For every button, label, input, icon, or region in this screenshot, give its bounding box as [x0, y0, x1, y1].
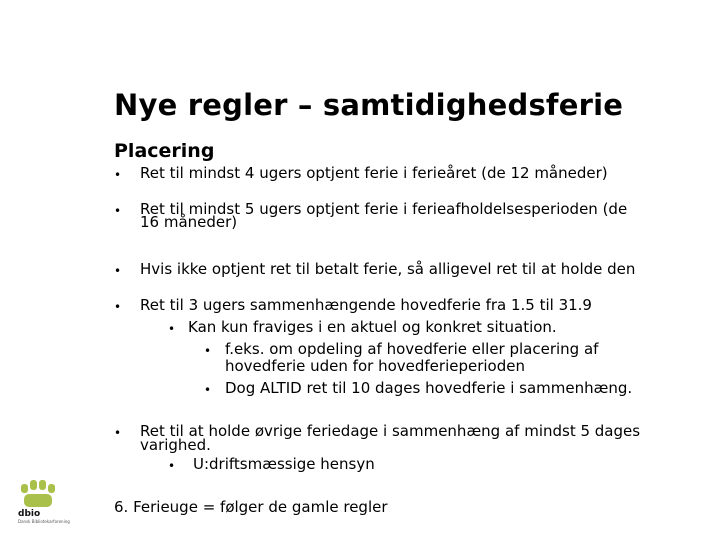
logo-subtext: Dansk Bibliotekarforening: [18, 519, 70, 524]
sub-bullet-marker: •: [168, 322, 176, 336]
bullet-text: Ret til at holde øvrige feriedage i sammenhæng af mindst 5 dages: [140, 422, 641, 440]
bullet-text: varighed.: [140, 436, 211, 454]
bullet-text: Hvis ikke optjent ret til betalt ferie, så alligevel ret til at holde den: [140, 260, 636, 278]
sub-sub-bullet-marker: •: [204, 383, 212, 397]
sub-bullet-marker: •: [168, 459, 176, 473]
bullet-text: Ret til 3 ugers sammenhængende hovedferie fra 1.5 til 31.9: [140, 296, 592, 314]
bullet-marker: •: [114, 300, 122, 314]
sub-sub-bullet-text: Dog ALTID ret til 10 dages hovedferie i sammenhæng.: [225, 379, 633, 397]
bullet-text: 16 måneder): [140, 213, 238, 231]
sub-bullet-text: U:driftsmæssige hensyn: [193, 455, 375, 473]
sub-sub-bullet-text: hovedferie uden for hovedferieperioden: [225, 357, 525, 375]
bullet-text: Ret til mindst 4 ugers optjent ferie i ferieåret (de 12 måneder): [140, 164, 608, 182]
section-subtitle: Placering: [114, 140, 215, 162]
bullet-marker: •: [114, 264, 122, 278]
page-title: Nye regler – samtidighedsferie: [114, 88, 624, 122]
footer-note: 6. Ferieuge = følger de gamle regler: [114, 498, 388, 516]
bullet-marker: •: [114, 168, 122, 182]
sub-sub-bullet-marker: •: [204, 344, 212, 358]
logo-wordmark: dbio: [18, 509, 41, 519]
sub-sub-bullet-text: f.eks. om opdeling af hovedferie eller placering af: [225, 340, 599, 358]
bullet-marker: •: [114, 204, 122, 218]
sub-bullet-text: Kan kun fraviges i en aktuel og konkret situation.: [188, 318, 557, 336]
bullet-text: Ret til mindst 5 ugers optjent ferie i ferieafholdelsesperioden (de: [140, 200, 628, 218]
bullet-marker: •: [114, 426, 122, 440]
